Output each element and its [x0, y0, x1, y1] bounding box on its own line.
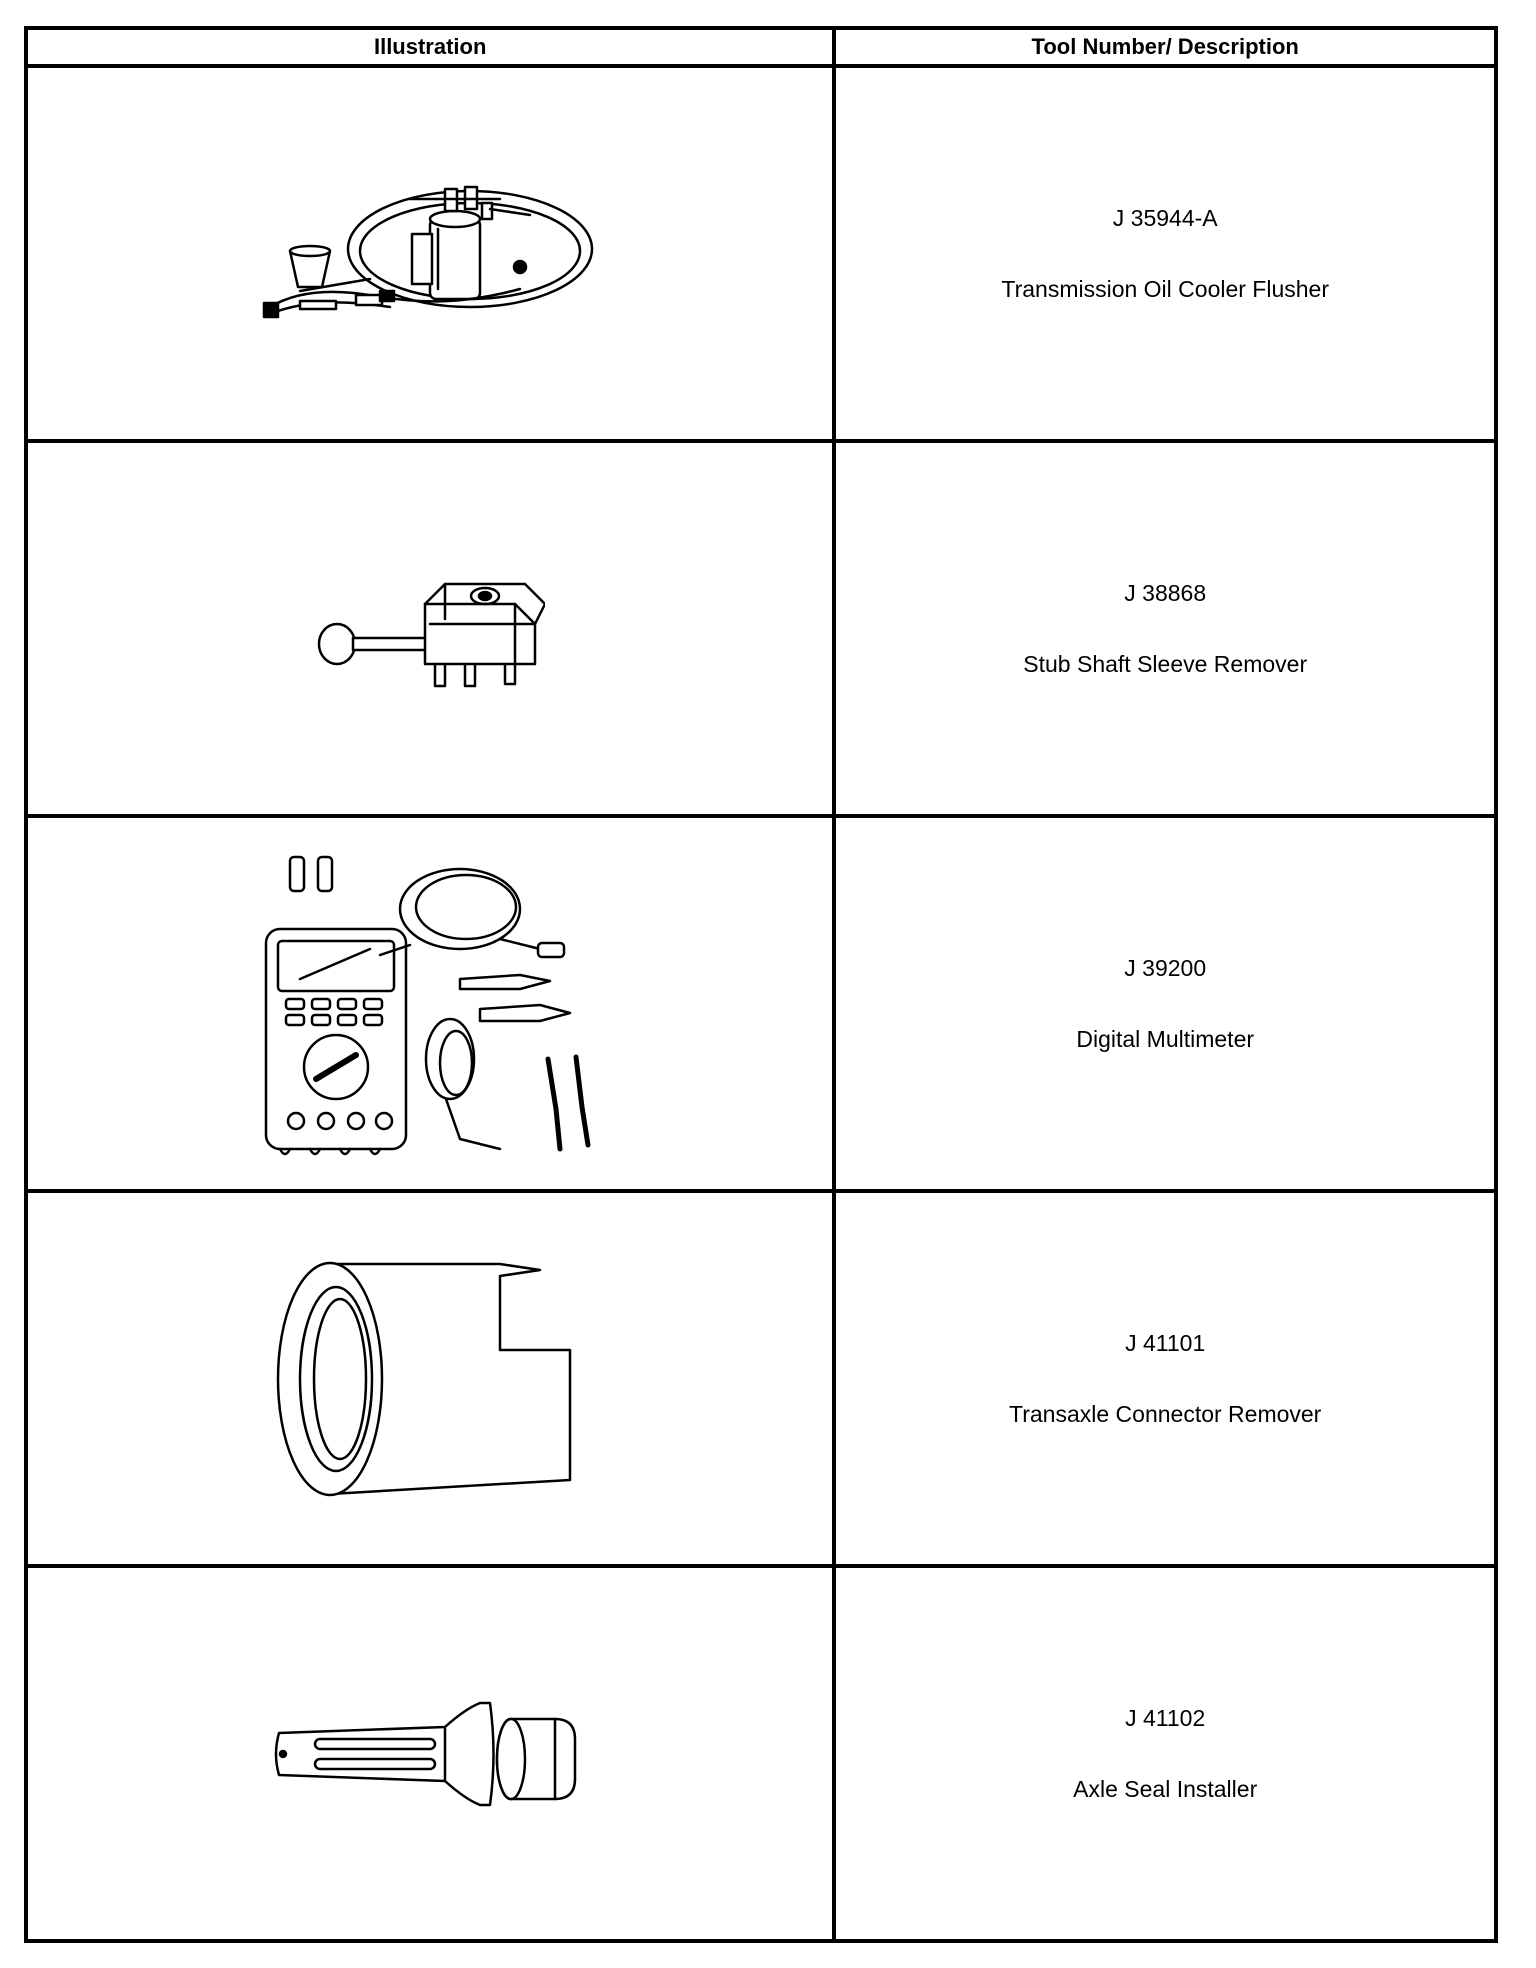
header-illustration: Illustration	[26, 28, 834, 66]
header-row	[26, 28, 1496, 66]
tool-number: J 35944-A	[1112, 204, 1218, 231]
tool-number: J 39200	[1124, 954, 1207, 981]
illustration-cell	[26, 816, 834, 1191]
table-row	[26, 816, 1496, 1191]
header-tool-description: Tool Number/ Description	[834, 28, 1496, 66]
tool-name: Digital Multimeter	[1076, 1025, 1255, 1052]
multimeter-illustration	[260, 849, 600, 1159]
table-row	[26, 441, 1496, 816]
illustration-cell	[26, 1566, 834, 1941]
tool-description-cell	[834, 66, 1496, 441]
tool-name: Transmission Oil Cooler Flusher	[1001, 275, 1330, 302]
illustration-cell	[26, 1191, 834, 1566]
table-row	[26, 1566, 1496, 1941]
table-row	[26, 66, 1496, 441]
oil-cooler-flusher-illustration	[260, 179, 600, 329]
illustration-cell	[26, 66, 834, 441]
sleeve-remover-illustration	[315, 564, 545, 694]
tool-name: Stub Shaft Sleeve Remover	[1023, 650, 1308, 677]
tool-name: Transaxle Connector Remover	[1009, 1400, 1322, 1427]
tool-number: J 41101	[1125, 1329, 1206, 1356]
table-row	[26, 1191, 1496, 1566]
tool-number: J 41102	[1125, 1704, 1206, 1731]
tool-number: J 38868	[1124, 579, 1207, 606]
tool-description-cell	[834, 816, 1496, 1191]
tool-name: Axle Seal Installer	[1073, 1775, 1258, 1802]
illustration-cell	[26, 441, 834, 816]
tool-description-cell	[834, 1566, 1496, 1941]
connector-remover-illustration	[270, 1254, 590, 1504]
tool-description-cell	[834, 441, 1496, 816]
special-tools-table	[24, 26, 1498, 1943]
seal-installer-illustration	[265, 1689, 595, 1819]
tool-description-cell	[834, 1191, 1496, 1566]
